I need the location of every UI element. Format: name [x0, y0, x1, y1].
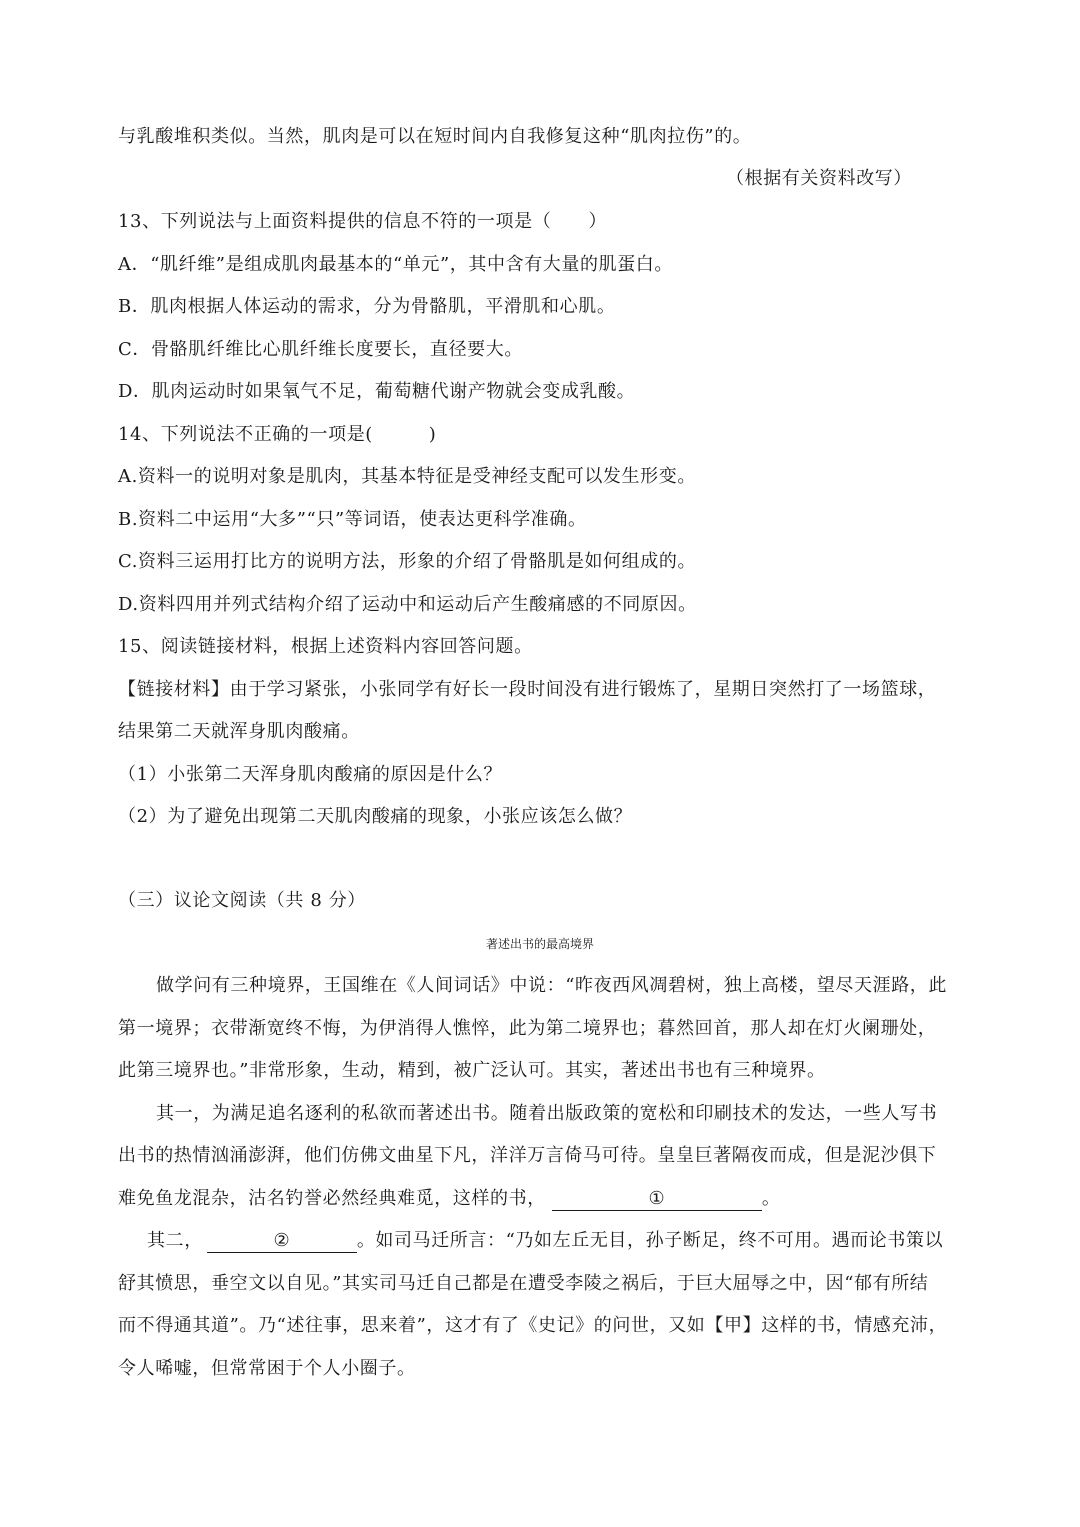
- essay-p1-line2: 第一境界；衣带渐宽终不悔，为伊消得人憔悴，此为第二境界也；暮然回首，那人却在灯火阑珊处，: [118, 1018, 937, 1039]
- essay-p3-line4: 令人唏嘘，但常常困于个人小圈子。: [118, 1358, 416, 1379]
- essay-p2-line3-end: 。: [761, 1188, 781, 1209]
- q14-option-a: A.资料一的说明对象是肌肉，其基本特征是受神经支配可以发生形变。: [118, 466, 696, 487]
- q14-option-d: D.资料四用并列式结构介绍了运动中和运动后产生酸痛感的不同原因。: [118, 594, 697, 615]
- essay-p2-line3-text: 难免鱼龙混杂，沽名钓誉必然经典难觅，这样的书，: [118, 1188, 546, 1209]
- q13-option-a: A．“肌纤维”是组成肌肉最基本的“单元”，其中含有大量的肌蛋白。: [118, 254, 674, 275]
- q13-stem: 13、下列说法与上面资料提供的信息不符的一项是（ ）: [118, 211, 608, 232]
- essay-p2-line2: 出书的热情汹涌澎湃，他们仿佛文曲星下凡，洋洋万言倚马可待。皇皇巨著隔夜而成，但是泥沙俱下: [118, 1145, 937, 1166]
- q15-sub-question-2: （2）为了避免出现第二天肌肉酸痛的现象，小张应该怎么做？: [118, 806, 633, 827]
- essay-p3-line1-lead: 其二，: [147, 1230, 203, 1251]
- essay-p1-line3: 此第三境界也。”非常形象，生动，精到，被广泛认可。其实，著述出书也有三种境界。: [118, 1060, 826, 1081]
- q14-option-c: C.资料三运用打比方的说明方法，形象的介绍了骨骼肌是如何组成的。: [118, 551, 697, 572]
- q13-option-b: B．肌肉根据人体运动的需求，分为骨骼肌，平滑肌和心肌。: [118, 296, 616, 317]
- q14-option-b: B.资料二中运用“大多”“只”等词语，使表达更科学准确。: [118, 509, 587, 530]
- q13-option-c: C．骨骼肌纤维比心肌纤维长度要长，直径要大。: [118, 339, 523, 360]
- essay-p2-line3: [118, 1187, 780, 1211]
- essay-title: 著述出书的最高境界: [485, 937, 594, 951]
- q15-link-material-line1: 【链接材料】由于学习紧张，小张同学有好长一段时间没有进行锻炼了，星期日突然打了一场篮球，: [118, 679, 937, 700]
- q15-sub-question-1: （1）小张第二天浑身肌肉酸痛的原因是什么？: [118, 764, 503, 785]
- essay-p3-line1: [147, 1229, 943, 1253]
- essay-p2-line1: 其一，为满足追名逐利的私欲而著述出书。随着出版政策的宽松和印刷技术的发达，一些人写书: [156, 1103, 938, 1124]
- q14-stem: 14、下列说法不正确的一项是( ): [118, 424, 437, 445]
- source-note: （根据有关资料改写）: [726, 168, 912, 189]
- passage-tail-line: 与乳酸堆积类似。当然，肌肉是可以在短时间内自我修复这种“肌肉拉伤”的。: [118, 126, 752, 147]
- q15-stem: 15、阅读链接材料，根据上述资料内容回答问题。: [118, 636, 533, 657]
- essay-p3-line3: 而不得通其道”。乃“述往事，思来着”，这才有了《史记》的问世，又如【甲】这样的书，情感充沛，: [118, 1315, 948, 1336]
- essay-p3-line1-rest: 。如司马迁所言：“乃如左丘无目，孙子断足，终不可用。遇而论书策以: [356, 1230, 944, 1251]
- q13-option-d: D．肌肉运动时如果氧气不足，葡萄糖代谢产物就会变成乳酸。: [118, 381, 636, 402]
- essay-p1-line1: 做学问有三种境界，王国维在《人间词话》中说：“昨夜西风凋碧树，独上高楼，望尽天涯路，此: [156, 975, 947, 996]
- section-heading: （三）议论文阅读（共 8 分）: [118, 890, 366, 911]
- fill-blank-1: ①: [552, 1188, 762, 1211]
- q15-link-material-line2: 结果第二天就浑身肌肉酸痛。: [118, 721, 360, 742]
- fill-blank-2: ②: [207, 1230, 357, 1253]
- essay-p3-line2: 舒其愤思，垂空文以自见。”其实司马迁自己都是在遭受李陵之祸后，于巨大屈辱之中，因“郁有所结: [118, 1273, 929, 1294]
